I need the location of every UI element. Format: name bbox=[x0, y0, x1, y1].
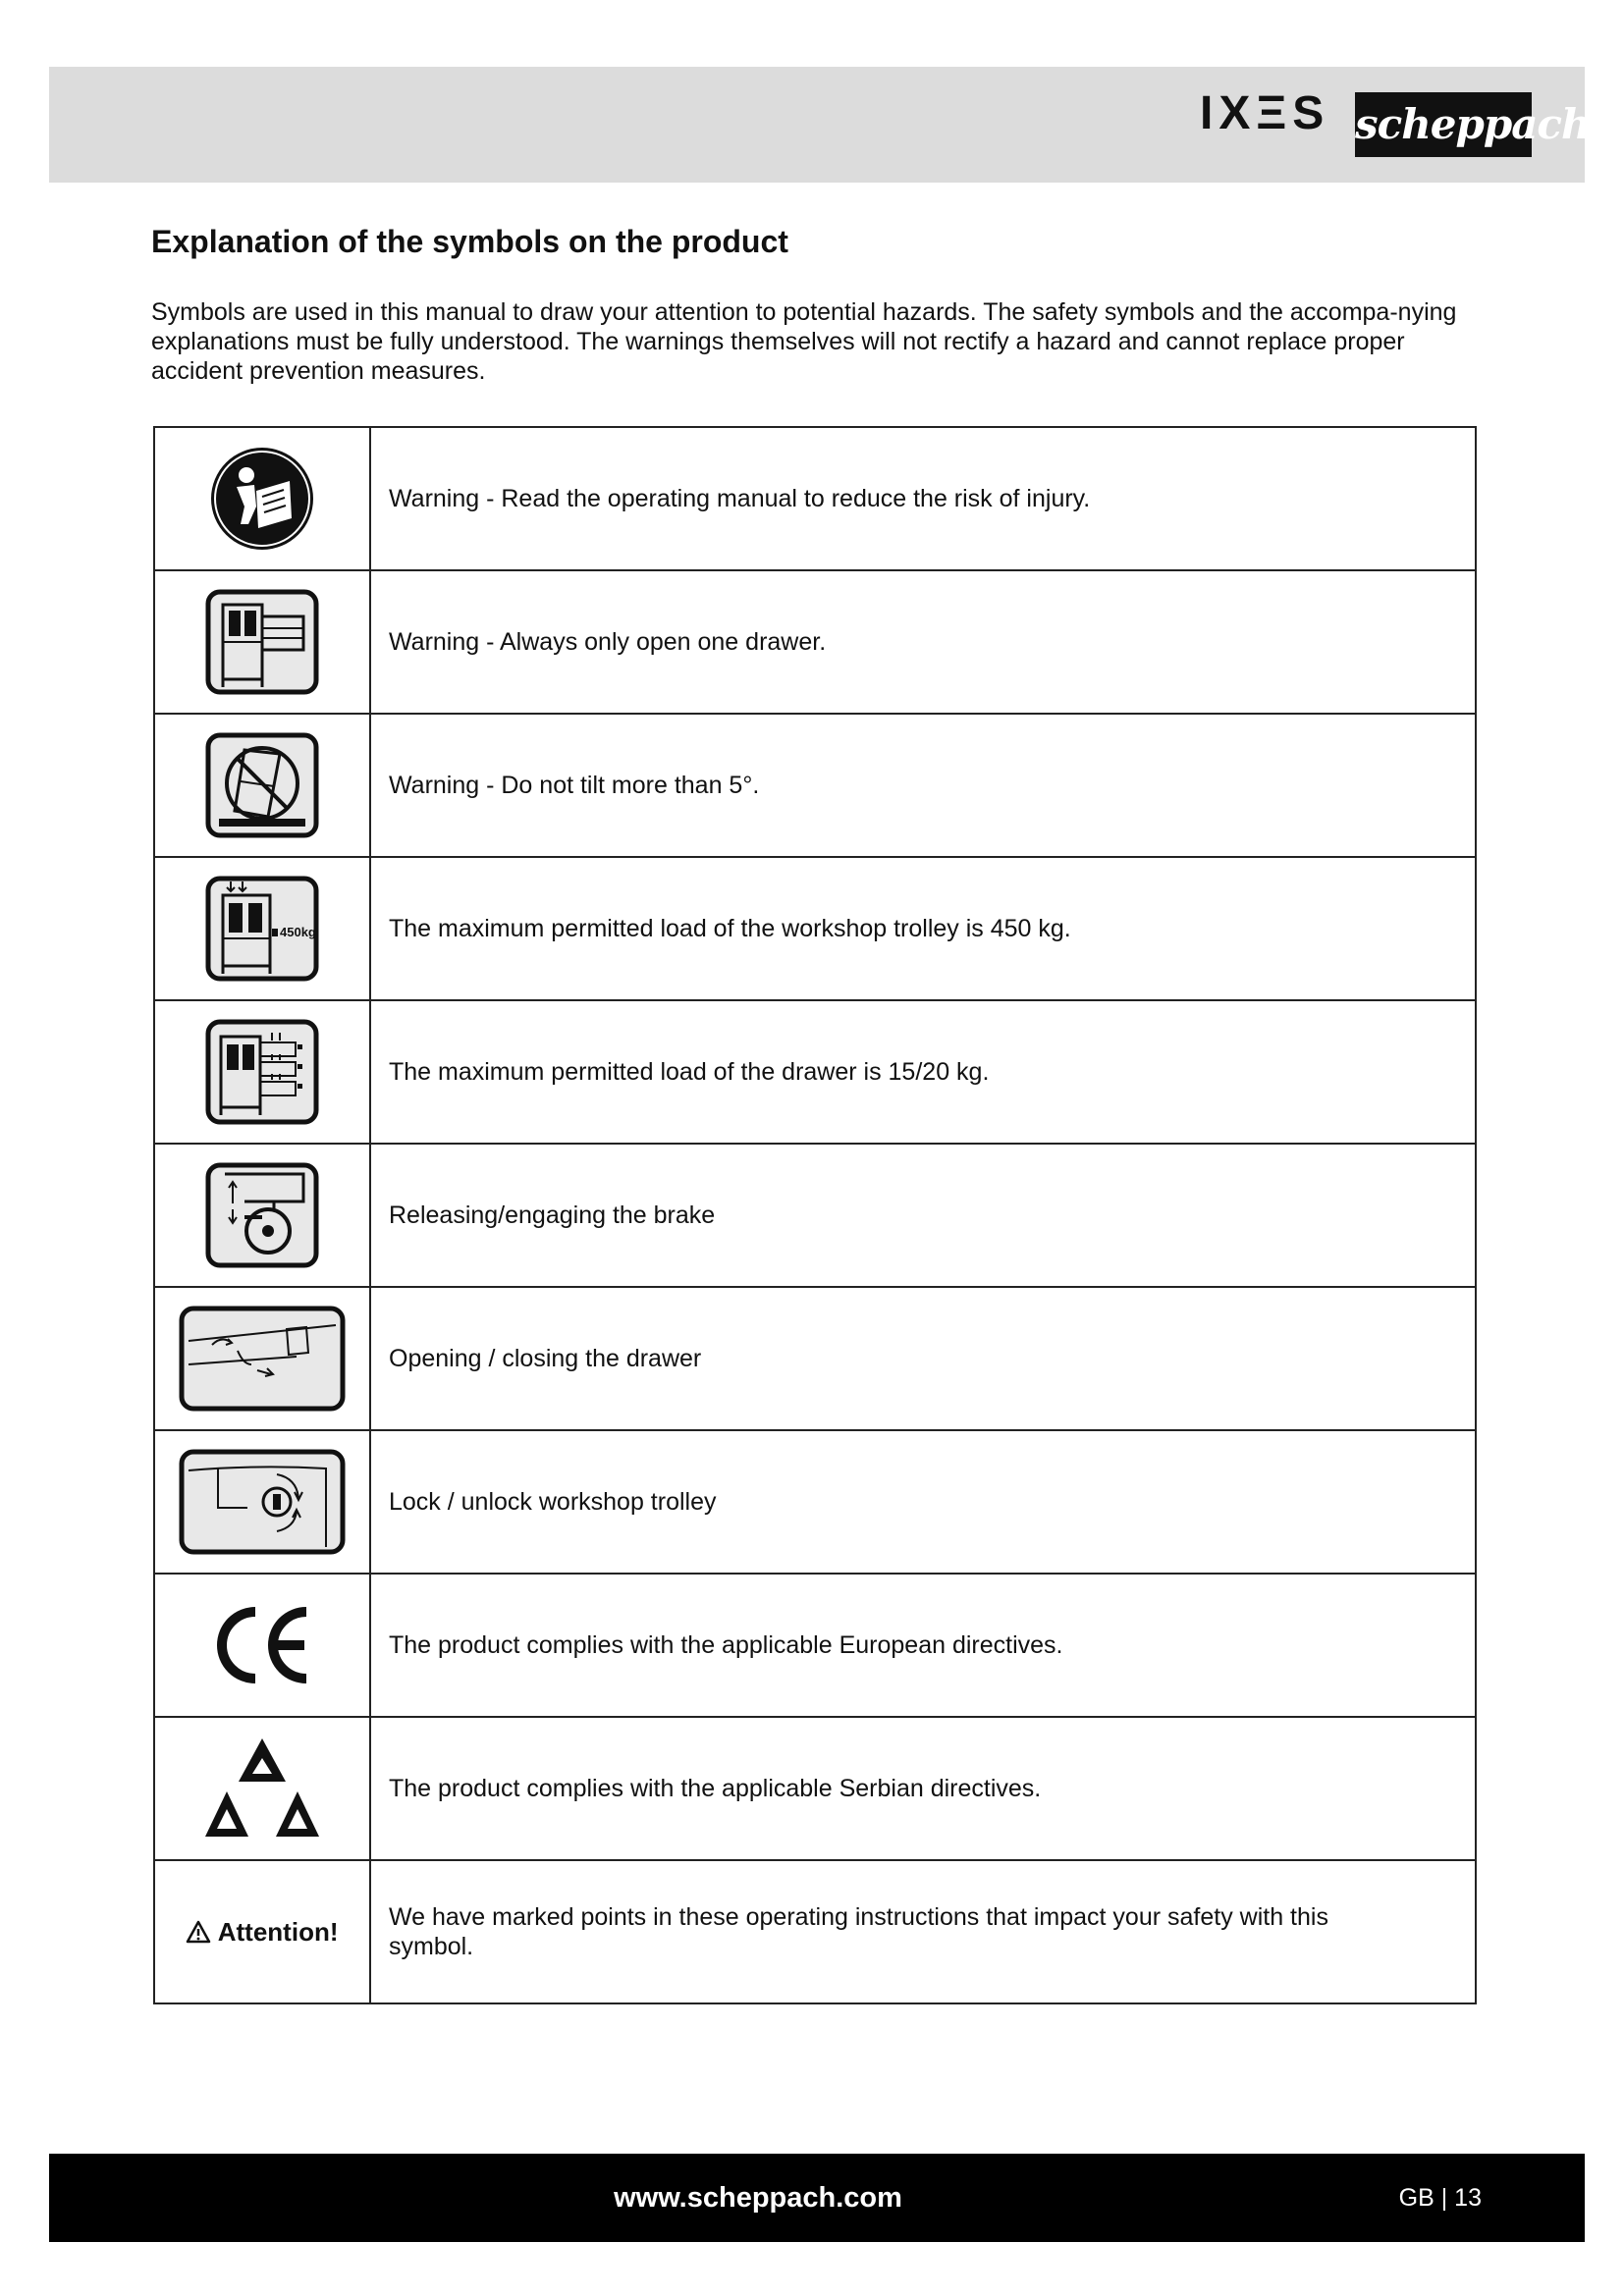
symbol-cell bbox=[154, 427, 370, 570]
symbol-cell bbox=[154, 1000, 370, 1144]
table-row bbox=[154, 570, 1476, 714]
page-number: GB | 13 bbox=[1398, 2184, 1482, 2212]
table-row bbox=[154, 1574, 1476, 1717]
attention-label bbox=[186, 1917, 338, 1947]
symbols-table bbox=[153, 426, 1477, 2004]
symbol-description: Warning - Always only open one drawer. bbox=[370, 570, 1476, 714]
drawer-load-icon bbox=[205, 1019, 319, 1125]
drawer-handle-icon bbox=[179, 1306, 346, 1412]
page-title: Explanation of the symbols on the product bbox=[151, 224, 788, 259]
symbol-description: We have marked points in these operating instructions that impact your safety with this symbol. bbox=[370, 1860, 1476, 2003]
table-row bbox=[154, 1717, 1476, 1860]
intro-paragraph: Symbols are used in this manual to draw your attention to potential hazards. The safety symbols and the accompa-nying explanations must be fully understood. The warnings themselves will not rectify a hazard and cannot replace proper accident prevention measures. bbox=[151, 298, 1457, 385]
ce-mark-icon bbox=[208, 1604, 316, 1686]
table-row bbox=[154, 714, 1476, 857]
table-row bbox=[154, 857, 1476, 1000]
symbol-cell bbox=[154, 857, 370, 1000]
ixes-logo: IXΞS bbox=[1200, 87, 1330, 139]
read-manual-icon bbox=[209, 446, 315, 552]
scheppach-logo: scheppach bbox=[1355, 92, 1532, 157]
symbol-description: Lock / unlock workshop trolley bbox=[370, 1430, 1476, 1574]
table-row bbox=[154, 1000, 1476, 1144]
symbol-description: The product complies with the applicable Serbian directives. bbox=[370, 1717, 1476, 1860]
brake-icon bbox=[205, 1162, 319, 1268]
load-label: 450kg bbox=[280, 925, 316, 939]
table-row bbox=[154, 1287, 1476, 1430]
symbol-cell bbox=[154, 714, 370, 857]
serbian-conformity-icon bbox=[201, 1735, 323, 1842]
table-row bbox=[154, 1860, 1476, 2003]
footer-url[interactable]: www.scheppach.com bbox=[614, 2182, 902, 2214]
symbol-description: Warning - Do not tilt more than 5°. bbox=[370, 714, 1476, 857]
lock-icon bbox=[179, 1449, 346, 1555]
trolley-load-icon bbox=[205, 876, 319, 982]
symbol-cell bbox=[154, 1860, 370, 2003]
symbol-description: Warning - Read the operating manual to reduce the risk of injury. bbox=[370, 427, 1476, 570]
symbol-cell bbox=[154, 570, 370, 714]
symbol-description: The maximum permitted load of the workshop trolley is 450 kg. bbox=[370, 857, 1476, 1000]
symbol-description: The product complies with the applicable European directives. bbox=[370, 1574, 1476, 1717]
symbol-description: Releasing/engaging the brake bbox=[370, 1144, 1476, 1287]
footer-band bbox=[49, 2154, 1585, 2242]
symbol-cell bbox=[154, 1717, 370, 1860]
warning-triangle-icon bbox=[186, 1920, 211, 1944]
symbol-cell bbox=[154, 1287, 370, 1430]
symbol-cell bbox=[154, 1574, 370, 1717]
table-row bbox=[154, 1144, 1476, 1287]
symbol-cell bbox=[154, 1144, 370, 1287]
symbol-cell bbox=[154, 1430, 370, 1574]
table-row bbox=[154, 1430, 1476, 1574]
symbol-description: The maximum permitted load of the drawer is 15/20 kg. bbox=[370, 1000, 1476, 1144]
attention-text: Attention! bbox=[217, 1916, 339, 1947]
table-row bbox=[154, 427, 1476, 570]
symbol-description: Opening / closing the drawer bbox=[370, 1287, 1476, 1430]
no-tilt-icon bbox=[205, 732, 319, 838]
one-drawer-icon bbox=[205, 589, 319, 695]
